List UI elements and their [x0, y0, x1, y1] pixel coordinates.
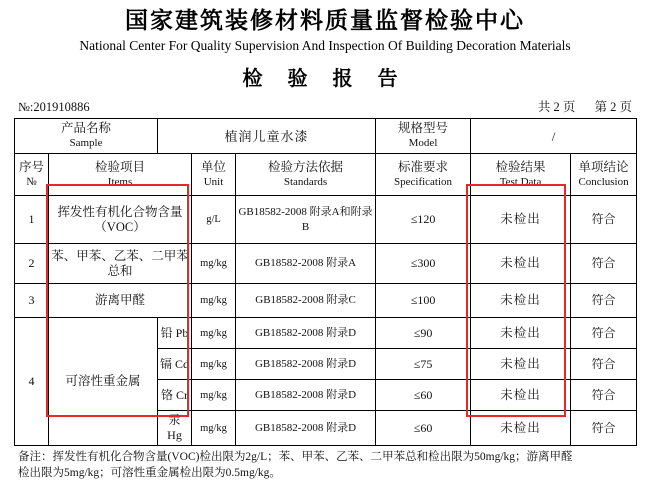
row-conclusion: 符合 — [571, 380, 637, 411]
row-unit: mg/kg — [192, 411, 236, 446]
page-total: 共 2 页 — [537, 100, 576, 114]
product-name-value: 植润儿童水漆 — [158, 119, 376, 154]
row-result: 未检出 — [471, 196, 571, 244]
row-no: 1 — [15, 196, 49, 244]
row-unit: mg/kg — [192, 318, 236, 349]
row-item: 可溶性重金属 — [49, 318, 158, 446]
row-conclusion: 符合 — [571, 318, 637, 349]
row-conclusion: 符合 — [571, 244, 637, 284]
row-spec: ≤60 — [376, 411, 471, 446]
model-label: 规格型号 Model — [376, 119, 471, 154]
row-standard: GB18582-2008 附录C — [236, 284, 376, 318]
row-conclusion: 符合 — [571, 349, 637, 380]
row-spec: ≤300 — [376, 244, 471, 284]
row-result: 未检出 — [471, 380, 571, 411]
row-result: 未检出 — [471, 411, 571, 446]
row-unit: g/L — [192, 196, 236, 244]
row-conclusion: 符合 — [571, 284, 637, 318]
row-item: 游离甲醛 — [49, 284, 192, 318]
col-header-specification: 标准要求 Specification — [376, 154, 471, 196]
col-header-conclusion: 单项结论 Conclusion — [571, 154, 637, 196]
col-header-no: 序号 № — [15, 154, 49, 196]
model-value: / — [471, 119, 637, 154]
page-title-cn: 国家建筑装修材料质量监督检验中心 — [125, 8, 525, 33]
row-no: 2 — [15, 244, 49, 284]
page-current: 第 2 页 — [594, 100, 632, 114]
row-no: 3 — [15, 284, 49, 318]
row-subitem-name: 镉 Cd — [158, 349, 192, 380]
row-result: 未检出 — [471, 349, 571, 380]
table-row — [15, 244, 637, 284]
row-standard: GB18582-2008 附录A — [236, 244, 376, 284]
remarks-line-1: 备注：挥发性有机化合物含量(VOC)检出限为2g/L；苯、甲苯、乙苯、二甲苯总和检出限为50mg/kg；游离甲醛 — [18, 451, 573, 463]
report-title: 检 验 报 告 — [242, 68, 408, 90]
report-meta — [14, 97, 636, 118]
col-header-items: 检验项目 Items — [49, 154, 192, 196]
table-row — [15, 318, 637, 349]
row-spec: ≤100 — [376, 284, 471, 318]
col-header-unit: 单位 Unit — [192, 154, 236, 196]
row-conclusion: 符合 — [571, 196, 637, 244]
row-no: 4 — [15, 318, 49, 446]
row-subitem-name: 铬 Cr — [158, 380, 192, 411]
col-header-standards: 检验方法依据 Standards — [236, 154, 376, 196]
row-result: 未检出 — [471, 318, 571, 349]
remarks-line-2: 检出限为5mg/kg；可溶性重金属检出限为0.5mg/kg。 — [18, 467, 281, 479]
inspection-table — [14, 118, 637, 446]
row-spec: ≤75 — [376, 349, 471, 380]
product-name-label: 产品名称 Sample — [15, 119, 158, 154]
row-unit: mg/kg — [192, 244, 236, 284]
row-standard: GB18582-2008 附录D — [236, 380, 376, 411]
row-item: 挥发性有机化合物含量（VOC） — [49, 196, 192, 244]
table-header-row — [15, 154, 637, 196]
report-number: №:201910886 — [18, 100, 90, 114]
row-standard: GB18582-2008 附录D — [236, 349, 376, 380]
page-title-en: National Center For Quality Supervision And Inspection Of Building Decoration Materials — [79, 38, 571, 53]
row-subitem-name: 铅 Pb — [158, 318, 192, 349]
row-conclusion: 符合 — [571, 411, 637, 446]
table-row — [15, 196, 637, 244]
row-item: 苯、甲苯、乙苯、二甲苯总和 — [49, 244, 192, 284]
row-unit: mg/kg — [192, 284, 236, 318]
product-info-row — [15, 119, 637, 154]
row-subitem-name: 汞 Hg — [158, 411, 192, 446]
page-indicator — [522, 97, 632, 115]
row-result: 未检出 — [471, 244, 571, 284]
row-result: 未检出 — [471, 284, 571, 318]
row-spec: ≤60 — [376, 380, 471, 411]
row-standard: GB18582-2008 附录D — [236, 318, 376, 349]
col-header-test-data: 检验结果 Test Data — [471, 154, 571, 196]
row-unit: mg/kg — [192, 380, 236, 411]
row-spec: ≤90 — [376, 318, 471, 349]
row-standard: GB18582-2008 附录A和附录B — [236, 196, 376, 244]
remarks — [14, 446, 636, 481]
row-unit: mg/kg — [192, 349, 236, 380]
row-spec: ≤120 — [376, 196, 471, 244]
row-standard: GB18582-2008 附录D — [236, 411, 376, 446]
report-page — [0, 6, 650, 479]
table-row — [15, 284, 637, 318]
